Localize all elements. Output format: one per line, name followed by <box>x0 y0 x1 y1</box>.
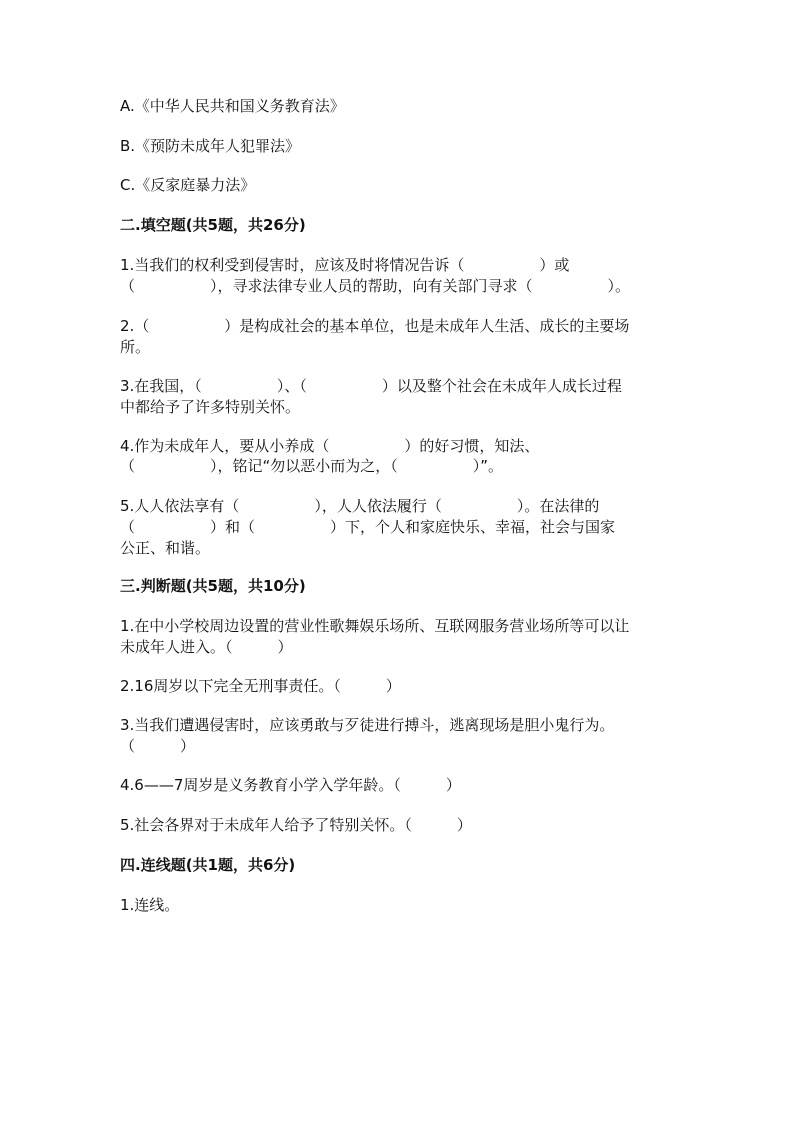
option-b: B.《预防未成年人犯罪法》 <box>120 137 301 155</box>
fill-q2-line1: 2.（ ）是构成社会的基本单位，也是未成年人生活、成长的主要场 <box>120 317 630 335</box>
fill-q5-line1: 5.人人依法享有（ ），人人依法履行（ ）。在法律的 <box>120 497 600 515</box>
option-c: C.《反家庭暴力法》 <box>120 176 256 194</box>
judge-q3-line2: （ ） <box>120 737 196 755</box>
judge-q1-line1: 1.在中小学校周边设置的营业性歌舞娱乐场所、互联网服务营业场所等可以让 <box>120 617 630 635</box>
judge-q2: 2.16周岁以下完全无刑事责任。（ ） <box>120 677 401 695</box>
judge-q1-line2: 未成年人进入。（ ） <box>120 638 293 656</box>
fill-q4-line2: （ ），铭记“勿以恶小而为之，（ ）”。 <box>120 457 504 475</box>
judge-q3-line1: 3.当我们遭遇侵害时，应该勇敢与歹徒进行搏斗，逃离现场是胆小鬼行为。 <box>120 716 615 734</box>
fill-q3-line1: 3.在我国，（ ）、（ ）以及整个社会在未成年人成长过程 <box>120 377 622 395</box>
fill-q1-line1: 1.当我们的权利受到侵害时，应该及时将情况告诉（ ）或 <box>120 256 570 274</box>
fill-q5-line2: （ ）和（ ）下，个人和家庭快乐、幸福，社会与国家 <box>120 518 616 536</box>
fill-q4-line1: 4.作为未成年人，要从小养成（ ）的好习惯，知法、 <box>120 437 540 455</box>
section-fill-blank-title: 二.填空题(共5题，共26分) <box>120 216 306 234</box>
fill-q3-line2: 中都给予了许多特别关怀。 <box>120 398 301 416</box>
fill-q2-line2: 所。 <box>120 338 151 356</box>
matching-q1: 1.连线。 <box>120 896 180 914</box>
fill-q5-line3: 公正、和谐。 <box>120 539 211 557</box>
section-true-false-title: 三.判断题(共5题，共10分) <box>120 577 306 595</box>
judge-q5: 5.社会各界对于未成年人给予了特别关怀。（ ） <box>120 816 472 834</box>
judge-q4: 4.6——7周岁是义务教育小学入学年龄。（ ） <box>120 776 461 794</box>
section-matching-title: 四.连线题(共1题，共6分) <box>120 856 296 874</box>
fill-q1-line2: （ ），寻求法律专业人员的帮助，向有关部门寻求（ ）。 <box>120 277 631 295</box>
option-a: A.《中华人民共和国义务教育法》 <box>120 97 345 115</box>
